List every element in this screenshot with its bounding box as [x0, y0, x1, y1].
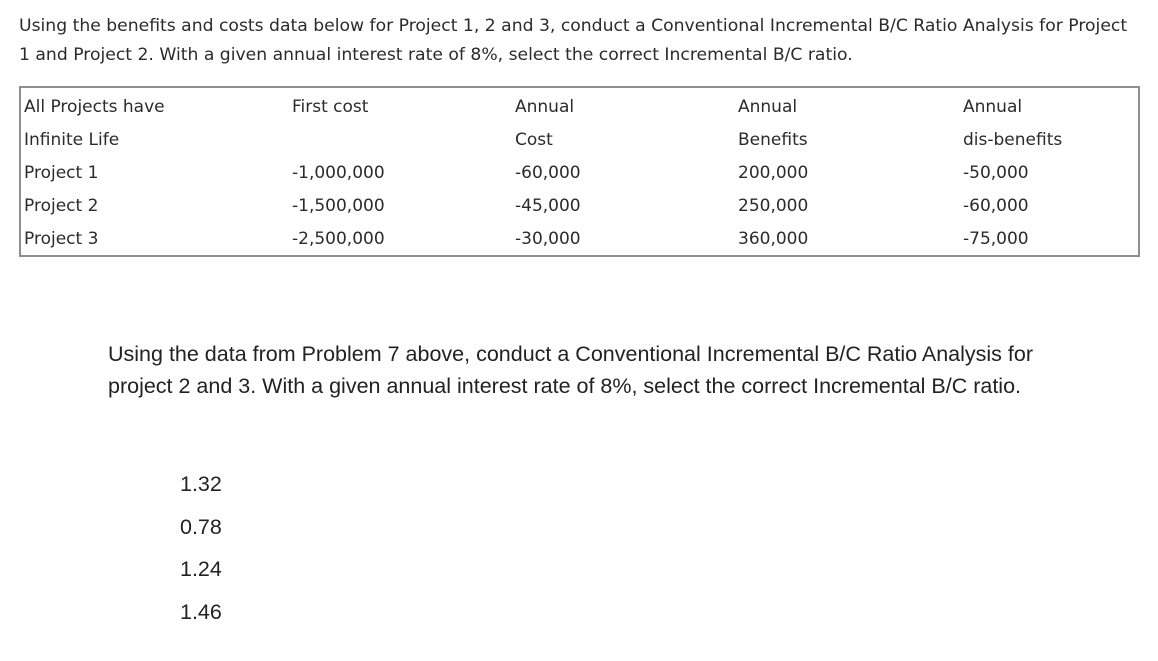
table-cell: Project 2: [24, 195, 99, 216]
answer-option[interactable]: 1.46: [180, 599, 222, 624]
answer-option[interactable]: 1.24: [180, 557, 222, 581]
table-cell: dis-benefits: [963, 129, 1063, 150]
table-row: [20, 87, 1139, 123]
table-cell: 250,000: [738, 195, 809, 216]
table-cell: Cost: [515, 129, 553, 150]
table-cell: -1,500,000: [292, 195, 385, 216]
table-cell: First cost: [292, 96, 369, 117]
table-cell: Annual: [963, 96, 1023, 117]
question-text: Using the data from Problem 7 above, conduct a Conventional Incremental B/C Ratio Analysis for project 2 and 3. With a given annual interest rate of 8%, select the correct Incremental B/C ratio.: [108, 342, 1033, 398]
table-cell: -50,000: [963, 162, 1029, 183]
table-cell: Project 1: [24, 162, 99, 183]
table-cell: -75,000: [963, 228, 1029, 249]
table-row: [20, 156, 1139, 189]
table-row: [20, 222, 1139, 256]
table-cell: -2,500,000: [292, 228, 385, 249]
table-row: [20, 123, 1139, 156]
intro-paragraph: Using the benefits and costs data below for Project 1, 2 and 3, conduct a Conventional Incremental B/C Ratio Analysis for Project 1 and Project 2. With a given annual interest rate of 8%, select the correct Incremental B/C ratio.: [19, 16, 1128, 65]
table-cell: -60,000: [515, 162, 581, 183]
projects-table: [19, 86, 1140, 257]
table-cell: Project 3: [24, 228, 99, 249]
table-cell: Annual: [515, 96, 575, 117]
table-row: [20, 189, 1139, 222]
table-cell: Benefits: [738, 129, 808, 150]
answer-options: [180, 470, 222, 640]
answer-option[interactable]: 0.78: [180, 514, 222, 539]
table-cell: [289, 123, 512, 156]
table-cell: 200,000: [738, 162, 809, 183]
table-cell: -60,000: [963, 195, 1029, 216]
answer-option[interactable]: 1.32: [180, 472, 222, 496]
table-cell: -1,000,000: [292, 162, 385, 183]
table-cell: Annual: [738, 96, 798, 117]
table-cell: -30,000: [515, 228, 581, 249]
table-cell: Infinite Life: [24, 129, 120, 150]
table-cell: -45,000: [515, 195, 581, 216]
table-cell: All Projects have: [24, 96, 165, 117]
table-cell: 360,000: [738, 228, 809, 249]
